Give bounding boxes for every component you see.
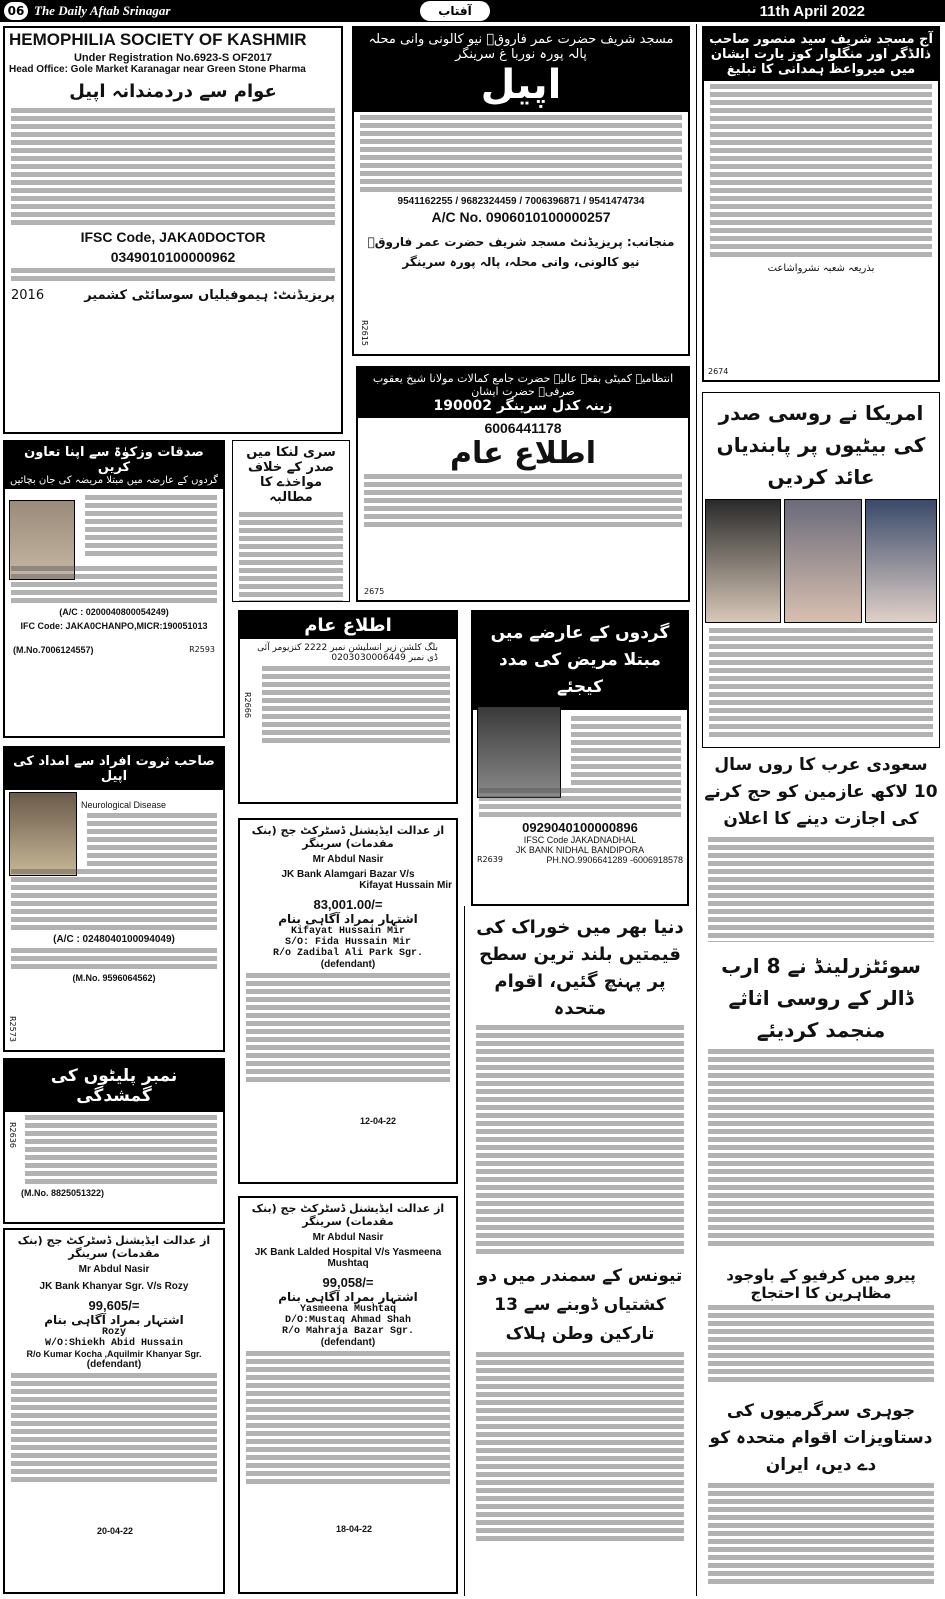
court3-role: (defendant) <box>320 1337 376 1348</box>
hemophilia-year: 2016 <box>11 288 45 303</box>
masjid-code: R2615 <box>360 320 369 346</box>
ittila2-body <box>256 666 456 743</box>
sahib-body <box>81 813 223 866</box>
masjid-headline: اپیل <box>480 62 562 108</box>
sadqat-title: صدقات وزکوٰۃ سے اپنا تعاون کریں <box>24 445 204 475</box>
court2-address: R/o Kumar Kocha ,Aquilmir Khanyar Sgr. <box>26 1349 202 1359</box>
masjid-phones: 9541162255 / 9682324459 / 7006396871 / 9541474734 <box>397 196 645 207</box>
kidney-phone: PH.NO.9906641289 -6006918578 <box>546 854 683 865</box>
court1-name: Kifayat Hussain Mir <box>290 926 406 937</box>
food-headline: دنیا بھر میں خوراک کی قیمتیں بلند ترین سطح پر پہنچ گئیں، اقوام متحدہ <box>476 917 684 1019</box>
srilanka-news <box>232 440 350 602</box>
court1-plaintiff: Mr Abdul Nasir <box>312 854 384 865</box>
intezamia-code: 2675 <box>364 587 385 596</box>
court2-name: Rozy <box>101 1327 126 1338</box>
kidney-bank: JK BANK NIDHAL BANDIPORA <box>515 844 645 855</box>
plates-code: R2636 <box>8 1122 17 1148</box>
column-rule-1 <box>696 24 697 1596</box>
paper-logo: آفتاب <box>420 1 490 21</box>
sadqat-code: R2593 <box>189 645 215 654</box>
russia-news <box>702 392 940 748</box>
court3-date: 18-04-22 <box>336 1524 373 1534</box>
saudi-body <box>702 837 940 942</box>
kidney-ifsc: IFSC Code JAKADNADHAL <box>523 834 637 845</box>
srilanka-headline: سری لنکا میں صدر کے خلاف مواخذے کا مطالبہ <box>246 445 336 505</box>
iran-body <box>702 1483 940 1584</box>
ittila-notice-2 <box>238 610 458 804</box>
column-rule-2 <box>464 906 465 1596</box>
masjid-title: مسجد شریف حضرت عمر فاروقؓ نیو کالونی وانی محلہ پالہ پورہ نوربا غ سرینگر <box>368 32 674 62</box>
dargah-body <box>704 84 938 257</box>
kidney-body-2 <box>473 788 687 817</box>
intezamia-address: زینہ کدل سرینگر 190002 <box>433 398 613 414</box>
tunisia-news <box>470 1262 690 1594</box>
court2-plaintiff: Mr Abdul Nasir <box>78 1264 150 1275</box>
issue-date: 11th April 2022 <box>759 2 865 20</box>
sahib-sarwat-appeal <box>3 746 225 1052</box>
russia-headline: امریکا نے روسی صدر کی بیٹیوں پر پابندیاں عائد کردیں <box>716 401 926 489</box>
sadqat-body <box>79 495 223 556</box>
sadqat-appeal <box>3 440 225 738</box>
kidney-patient-photo <box>477 706 561 798</box>
court1-notice: اشتہار بمراد آگاہی بنام <box>278 912 418 926</box>
court3-name: Yasmeena Mushtaq <box>299 1304 396 1315</box>
dargah-code: 2674 <box>708 367 729 376</box>
tunisia-headline: تیونس کے سمندر میں دو کشتیاں ڈوبنے سے 13 تارکین وطن ہلاک <box>477 1266 683 1344</box>
hemophilia-registration: Under Registration No.6923-S OF2017 <box>73 52 273 64</box>
food-body <box>470 1025 690 1254</box>
masthead <box>0 0 945 22</box>
court2-father: W/O:Shiekh Abid Hussain <box>44 1338 184 1349</box>
hemophilia-body <box>5 108 341 225</box>
hemophilia-headline: عوام سے دردمندانہ اپیل <box>69 81 277 102</box>
ittila2-code: R2666 <box>243 692 252 718</box>
court2-role: (defendant) <box>86 1359 142 1370</box>
saudi-headline: سعودی عرب کا روں سال 10 لاکھ عازمین کو حج کرنے کی اجازت دینے کا اعلان <box>704 755 938 830</box>
court2-amount: 99,605/= <box>88 1298 140 1313</box>
court2-bank: JK Bank Khanyar Sgr. V/s Rozy <box>39 1281 189 1292</box>
court3-bank: JK Bank Lalded Hospital V/s Yasmeena Mushtaq <box>254 1247 442 1269</box>
court1-body <box>240 973 456 1082</box>
kidney-code: R2639 <box>477 854 503 864</box>
court3-notice: اشتہار بمراد آگاہی بنام <box>278 1290 418 1304</box>
tunisia-body <box>470 1352 690 1541</box>
sadqat-account: (A/C : 0200040800054249) <box>59 607 169 617</box>
hemophilia-account: 0349010100000962 <box>110 249 236 265</box>
plates-title: نمبر پلیٹوں کی گمشدگی <box>5 1060 223 1112</box>
russia-body <box>703 628 939 737</box>
swiss-news <box>702 950 940 1260</box>
dargah-news <box>702 26 940 382</box>
court3-amount: 99,058/= <box>322 1275 374 1290</box>
sahib-body-2 <box>5 869 223 930</box>
court1-father: S/O: Fida Hussain Mir <box>284 937 412 948</box>
court3-address: R/o Mahraja Bazar Sgr. <box>281 1326 415 1337</box>
kidney-account: 0929040100000896 <box>522 819 638 835</box>
daughter-photo-2 <box>865 499 937 623</box>
court1-date: 12-04-22 <box>360 1116 397 1126</box>
court3-plaintiff: Mr Abdul Nasir <box>312 1232 384 1243</box>
court2-body <box>5 1373 223 1482</box>
sadqat-subtitle: گردوں کے عارضہ میں مبتلا مریضہ کی جان بچائیں <box>9 475 219 486</box>
putin-photo <box>784 499 862 623</box>
russia-photos <box>703 497 939 625</box>
masjid-address: نیو کالونی، وانی محلہ، پالہ پورہ سرینگر <box>402 255 640 269</box>
court1-defendant: Kifayat Hussain Mir <box>359 880 452 891</box>
court1-address: R/o Zadibal Ali Park Sgr. <box>272 948 424 959</box>
hemophilia-note <box>5 268 341 281</box>
kidney-headline: گردوں کے عارضے میں مبتلا مریض کی مدد کیجئے <box>473 612 687 710</box>
sadqat-mobile: (M.No.7006124557) <box>13 645 94 655</box>
hemophilia-ad <box>3 26 343 434</box>
dargah-title: آج مسجد شریف سید منصور صاحب ذالڈگر اور منگلوار کوز یارت ایشان میں میرواعظ ہمدانی کا تبلیغ <box>704 28 938 81</box>
court2-date: 20-04-22 <box>97 1526 134 1536</box>
swiss-body <box>702 1049 940 1246</box>
hemophilia-office: Head Office: Gole Market Karanagar near Green Stone Pharma <box>9 64 306 75</box>
peru-headline: پیرو میں کرفیو کے باوجود مظاہرین کا احتجاج <box>726 1266 916 1302</box>
swiss-headline: سوئٹزرلینڈ نے 8 ارب ڈالر کے روسی اثاثے منجمد کردیئے <box>721 954 921 1042</box>
sahib-bank <box>5 948 223 969</box>
masjid-header <box>354 28 688 112</box>
court2-notice: اشتہار بمراد آگاہی بنام <box>44 1313 184 1327</box>
peru-body <box>702 1305 940 1382</box>
court1-role: (defendant) <box>320 959 376 970</box>
daughter-photo-1 <box>705 499 781 623</box>
court2-title: از عدالت ایڈیشنل ڈسٹرکٹ جج (بنک مقدمات) سرینگر <box>17 1234 211 1260</box>
plates-body <box>19 1115 223 1184</box>
dargah-footer: بذریعہ شعبہ نشرواشاعت <box>767 263 875 274</box>
hemophilia-president: پریزیڈنٹ: ہیموفیلیاں سوسائٹی کشمیر <box>84 288 335 303</box>
iran-headline: جوہری سرگرمیوں کی دستاویزات اقوام متحدہ کو دے دیں، ایران <box>709 1401 933 1476</box>
intezamia-notice <box>356 366 690 602</box>
intezamia-headline: اطلاع عام <box>449 436 596 471</box>
saudi-news <box>702 752 940 942</box>
court1-bank: JK Bank Alamgari Bazar V/s <box>281 869 415 880</box>
masjid-appeal-ad <box>352 26 690 356</box>
court3-body <box>240 1351 456 1484</box>
court-notice-1 <box>238 818 458 1184</box>
sadqat-ifsc: IFC Code: JAKA0CHANPO,MICR:190051013 <box>20 621 208 631</box>
masjid-body <box>354 115 688 192</box>
number-plates-notice <box>3 1058 225 1224</box>
kidney-body <box>565 716 687 785</box>
masjid-account: A/C No. 0906010100000257 <box>431 209 611 225</box>
peru-news <box>702 1266 940 1394</box>
food-prices-news <box>470 914 690 1254</box>
intezamia-phone: 6006441178 <box>484 420 562 436</box>
kidney-appeal <box>471 610 689 906</box>
plates-mobile: (M.No. 8825051322) <box>21 1188 105 1198</box>
child-photo <box>9 792 77 876</box>
court3-title: از عدالت ایڈیشنل ڈسٹرکٹ جج (بنک مقدمات) سرینگر <box>251 1202 445 1228</box>
hemophilia-ifsc: IFSC Code, JAKA0DOCTOR <box>80 229 266 245</box>
court1-title: از عدالت ایڈیشنل ڈسٹرکٹ جج (بنک مقدمات) سرینگر <box>251 824 445 850</box>
intezamia-header <box>358 368 688 418</box>
sahib-disease: Neurological Disease <box>81 800 167 810</box>
srilanka-body <box>233 512 349 602</box>
paper-name: The Daily Aftab Srinagar <box>34 3 171 18</box>
ittila2-headline: اطلاع عام <box>240 612 456 639</box>
ittila2-body-text: بلگ کلشن زیر انسلیشن نمبر 2222 کنزیومر آئی ڈی نمبر 0203030006449 <box>257 643 438 663</box>
court3-father: D/O:Mustaq Ahmad Shah <box>284 1315 412 1326</box>
sahib-title: صاحب ثروت افراد سے امداد کی اپیل <box>5 748 223 790</box>
intezamia-body <box>358 474 688 527</box>
sahib-account: (A/C : 0248040100094049) <box>53 934 175 945</box>
intezamia-title: انتظامیہ کمیٹی بقعہ عالیہ حضرت جامع کمالات مولانا شیخ یعقوب صرفیؒ حضرت ایشان <box>372 372 674 398</box>
court1-amount: 83,001.00/= <box>313 897 383 912</box>
court-notice-3 <box>238 1196 458 1594</box>
sahib-mobile: (M.No. 9596064562) <box>72 973 156 983</box>
sahib-code: R2573 <box>8 1016 17 1042</box>
iran-news <box>702 1398 940 1594</box>
sadqat-header <box>5 442 223 489</box>
hemophilia-title: HEMOPHILIA SOCIETY OF KASHMIR <box>9 30 307 49</box>
masjid-signature: منجانب: پریزیڈنٹ مسجد شریف حضرت عمر فاروقؓ <box>367 235 675 249</box>
court-notice-2 <box>3 1228 225 1594</box>
page-number: 06 <box>4 2 28 20</box>
